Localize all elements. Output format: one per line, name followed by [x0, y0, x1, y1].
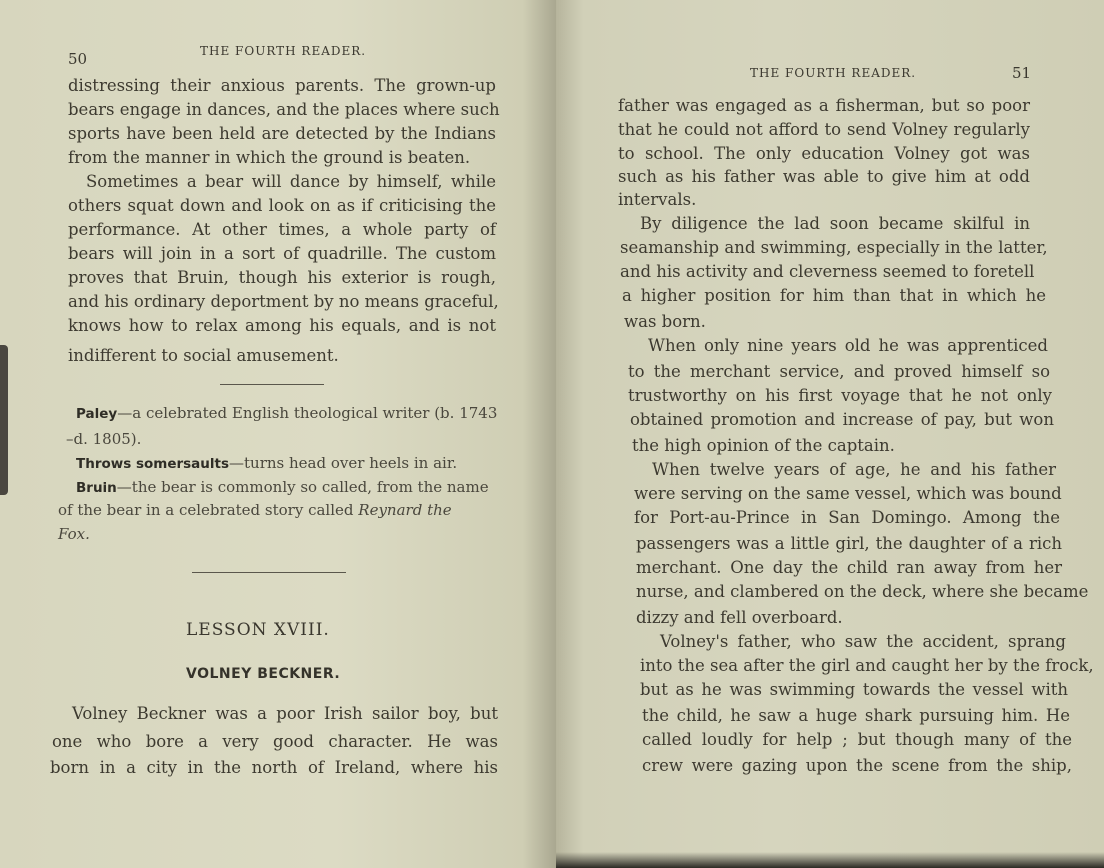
lesson-title: VOLNEY BECKNER. [186, 666, 341, 682]
text-line: proves that Bruin, though his exterior is rough, [68, 268, 496, 287]
text-line: the high opinion of the captain. [632, 436, 895, 455]
footnote-text: —a celebrated English theological writer (b. 1743 [117, 404, 498, 422]
text-line: from the manner in which the ground is beaten. [68, 148, 471, 167]
text-line: Sometimes a bear will dance by himself, while [86, 172, 496, 191]
lesson-heading: LESSON XVIII. [186, 620, 330, 640]
divider [220, 384, 324, 385]
text-line: the child, he saw a huge shark pursuing him. He [642, 706, 1070, 725]
text-line: bears engage in dances, and the places where such [68, 100, 500, 119]
page-number: 50 [68, 50, 88, 68]
footnote [58, 525, 90, 543]
text-line: was born. [624, 312, 706, 331]
text-line: into the sea after the girl and caught her by the frock, [640, 656, 1094, 675]
footnote [66, 430, 141, 448]
text-line: and his ordinary deportment by no means graceful, [68, 292, 499, 311]
text-line: distressing their anxious parents. The grown-up [68, 76, 496, 95]
text-line: trustworthy on his first voyage that he not only [628, 386, 1052, 405]
footnote-text: of the bear in a celebrated story called [58, 501, 359, 519]
text-line: that he could not afford to send Volney regularly [618, 120, 1030, 139]
footnote-term: Paley [76, 406, 118, 422]
text-line: and his activity and cleverness seemed to foretell [620, 262, 1035, 281]
text-line: performance. At other times, a whole party of [68, 220, 496, 239]
text-line: When twelve years of age, he and his father [652, 460, 1056, 479]
text-line: Volney's father, who saw the accident, sprang [660, 632, 1066, 651]
text-line: merchant. One day the child ran away from her [636, 558, 1062, 577]
footnote-text: –d. 1805). [66, 430, 142, 448]
text-line: dizzy and fell overboard. [636, 608, 843, 627]
text-line: such as his father was able to give him at odd [618, 167, 1030, 186]
page-number: 51 [1012, 64, 1032, 82]
text-line: to school. The only education Volney got was [618, 144, 1030, 163]
footnote [58, 501, 452, 519]
right-page [556, 0, 1104, 868]
page-shadow [556, 852, 1104, 868]
text-line: father was engaged as a fisherman, but so poor [618, 96, 1030, 115]
text-line: a higher position for him than that in which he [622, 286, 1046, 305]
text-line: passengers was a little girl, the daughter of a rich [636, 534, 1062, 553]
text-line: seamanship and swimming, especially in the latter, [620, 238, 1048, 257]
text-line: others squat down and look on as if criticising the [68, 196, 496, 215]
running-head: THE FOURTH READER. [200, 44, 367, 58]
text-line: were serving on the same vessel, which was bound [634, 484, 1062, 503]
text-line: born in a city in the north of Ireland, where his [50, 758, 498, 777]
text-line: to the merchant service, and proved himself so [628, 362, 1050, 381]
text-line: By diligence the lad soon became skilful in [640, 214, 1030, 233]
text-line: knows how to relax among his equals, and is not [68, 316, 496, 335]
footnote-text: —the bear is commonly so called, from the name [116, 478, 489, 496]
text-line: nurse, and clambered on the deck, where she became [636, 582, 1089, 601]
text-line: sports have been held are detected by the Indians [68, 124, 496, 143]
footnote [76, 454, 457, 472]
footnote-italic: Fox. [58, 525, 90, 543]
text-line: for Port-au-Prince in San Domingo. Among the [634, 508, 1060, 527]
text-line: obtained promotion and increase of pay, but won [630, 410, 1054, 429]
footnote-text: —turns head over heels in air. [229, 454, 458, 472]
footnote [76, 404, 497, 422]
footnote [76, 478, 489, 496]
text-line: one who bore a very good character. He was [52, 732, 498, 751]
text-line: crew were gazing upon the scene from the ship, [642, 756, 1072, 775]
footnote-term: Throws somersaults [76, 456, 230, 472]
text-line: When only nine years old he was apprenticed [648, 336, 1048, 355]
running-head: THE FOURTH READER. [750, 66, 917, 80]
footnote-term: Bruin [76, 480, 117, 496]
text-line: Volney Beckner was a poor Irish sailor boy, but [72, 704, 498, 723]
text-line: indifferent to social amusement. [68, 346, 339, 365]
text-line: called loudly for help ; but though many of the [642, 730, 1072, 749]
text-line: bears will join in a sort of quadrille. The custom [68, 244, 496, 263]
divider [192, 572, 346, 573]
text-line: intervals. [618, 190, 697, 209]
text-line: but as he was swimming towards the vessel with [640, 680, 1068, 699]
footnote-italic: Reynard the [358, 501, 452, 519]
